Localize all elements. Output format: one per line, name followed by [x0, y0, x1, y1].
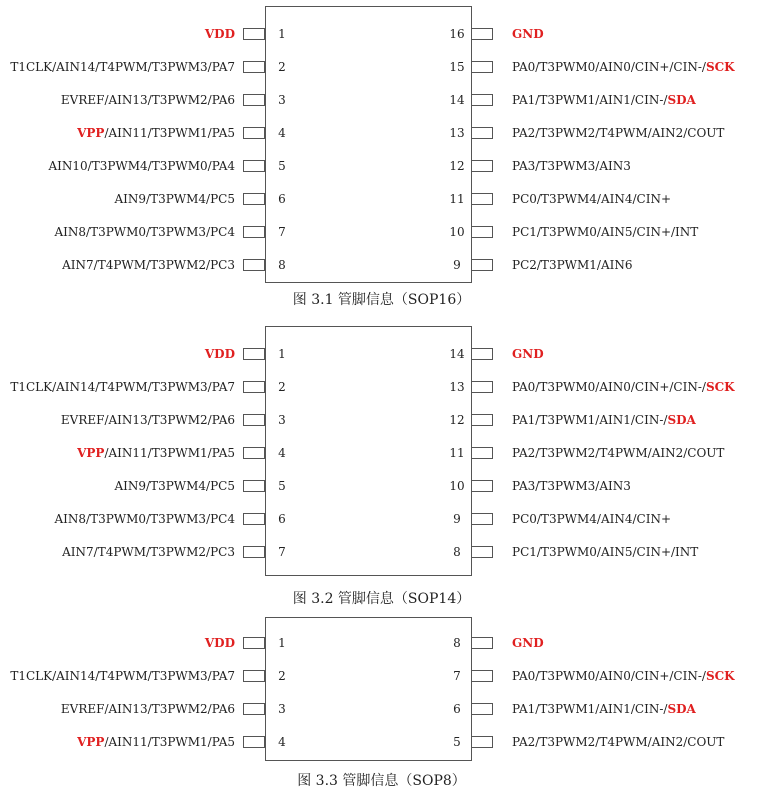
- pin-number: 14: [449, 347, 465, 361]
- pin-lead: [471, 193, 493, 205]
- pin-function-label: [115, 193, 236, 205]
- pin-highlight-text: VDD: [204, 636, 235, 650]
- pin-function-label: [512, 127, 724, 139]
- pin-number: 9: [453, 512, 461, 526]
- pin-function-label: [115, 480, 236, 492]
- pin-lead: [243, 259, 265, 271]
- pin-function-label: [77, 127, 235, 139]
- pin-text: EVREF/AIN13/T3PWM2/PA6: [60, 93, 235, 107]
- pin-highlight-text: SDA: [667, 702, 696, 716]
- figure-caption: 图 3.3 管脚信息（SOP8）: [297, 773, 466, 789]
- pin-lead: [471, 259, 493, 271]
- pin-function-label: [512, 480, 631, 492]
- pin-function-label: [55, 226, 236, 238]
- pin-function-label: [62, 259, 235, 271]
- pin-text: AIN10/T3PWM4/T3PWM0/PA4: [48, 159, 235, 173]
- pin-number: 3: [278, 702, 286, 716]
- pin-lead: [471, 670, 493, 682]
- pin-lead: [471, 480, 493, 492]
- pin-lead: [471, 94, 493, 106]
- pin-function-label: [77, 736, 235, 748]
- pin-number: 1: [278, 636, 286, 650]
- pin-number: 4: [278, 735, 286, 749]
- pin-highlight-text: SDA: [667, 413, 696, 427]
- pin-number: 13: [449, 126, 465, 140]
- pin-lead: [471, 447, 493, 459]
- pin-lead: [243, 94, 265, 106]
- pin-text: PA3/T3PWM3/AIN3: [512, 479, 631, 493]
- pin-number: 9: [453, 258, 461, 272]
- pin-number: 7: [453, 669, 461, 683]
- pin-lead: [471, 513, 493, 525]
- pin-highlight-text: VPP: [77, 446, 105, 460]
- pin-highlight-text: VPP: [77, 735, 105, 749]
- pin-lead: [243, 381, 265, 393]
- pin-lead: [243, 160, 265, 172]
- pin-lead: [471, 348, 493, 360]
- pin-text: AIN8/T3PWM0/T3PWM3/PC4: [54, 512, 235, 526]
- pin-lead: [471, 127, 493, 139]
- pin-number: 1: [278, 27, 286, 41]
- pin-function-label: [77, 447, 235, 459]
- figure-caption: 图 3.2 管脚信息（SOP14）: [292, 591, 471, 607]
- pin-function-label: [10, 381, 235, 393]
- pin-lead: [243, 637, 265, 649]
- pin-text: AIN9/T3PWM4/PC5: [114, 479, 235, 493]
- pin-number: 6: [453, 702, 461, 716]
- pin-number: 7: [278, 225, 286, 239]
- pin-text: PA2/T3PWM2/T4PWM/AIN2/COUT: [512, 126, 725, 140]
- pin-lead: [243, 348, 265, 360]
- pin-function-label: [512, 193, 671, 205]
- pin-function-label: [48, 160, 235, 172]
- pin-highlight-text: GND: [512, 27, 544, 41]
- pin-number: 16: [449, 27, 465, 41]
- pin-lead: [471, 61, 493, 73]
- pin-text: AIN7/T4PWM/T3PWM2/PC3: [62, 545, 235, 559]
- pin-lead: [243, 193, 265, 205]
- pin-lead: [243, 414, 265, 426]
- pin-lead: [243, 703, 265, 715]
- pin-number: 2: [278, 669, 286, 683]
- pin-text: /AIN11/T3PWM1/PA5: [104, 446, 235, 460]
- pin-text: /AIN11/T3PWM1/PA5: [104, 735, 235, 749]
- pin-function-label: [512, 160, 631, 172]
- pin-number: 14: [449, 93, 465, 107]
- pin-highlight-text: SDA: [667, 93, 696, 107]
- pin-text: PC1/T3PWM0/AIN5/CIN+/INT: [512, 545, 699, 559]
- pin-text: PA0/T3PWM0/AIN0/CIN+/CIN-/: [512, 669, 706, 683]
- pin-function-label: [512, 226, 698, 238]
- pin-lead: [471, 546, 493, 558]
- pin-number: 8: [453, 545, 461, 559]
- pin-function-label: [55, 513, 236, 525]
- pin-number: 15: [449, 60, 465, 74]
- pin-number: 3: [278, 413, 286, 427]
- pin-highlight-text: GND: [512, 636, 544, 650]
- pin-lead: [243, 546, 265, 558]
- pin-text: PA0/T3PWM0/AIN0/CIN+/CIN-/: [512, 380, 706, 394]
- pin-text: PA0/T3PWM0/AIN0/CIN+/CIN-/: [512, 60, 706, 74]
- pin-function-label: [512, 513, 671, 525]
- pin-function-label: [512, 736, 724, 748]
- pin-lead: [471, 703, 493, 715]
- pin-text: PA3/T3PWM3/AIN3: [512, 159, 631, 173]
- pin-number: 4: [278, 446, 286, 460]
- pin-text: PC0/T3PWM4/AIN4/CIN+: [512, 512, 672, 526]
- pin-function-label: [205, 28, 235, 40]
- pin-lead: [471, 226, 493, 238]
- pin-number: 11: [449, 446, 465, 460]
- pin-text: AIN9/T3PWM4/PC5: [114, 192, 235, 206]
- pin-number: 4: [278, 126, 286, 140]
- pin-text: PC2/T3PWM1/AIN6: [512, 258, 633, 272]
- pin-lead: [243, 513, 265, 525]
- pin-text: PA2/T3PWM2/T4PWM/AIN2/COUT: [512, 735, 725, 749]
- pin-function-label: [512, 637, 544, 649]
- pin-function-label: [62, 546, 235, 558]
- pin-function-label: [512, 94, 696, 106]
- pin-text: PA2/T3PWM2/T4PWM/AIN2/COUT: [512, 446, 725, 460]
- pin-number: 2: [278, 380, 286, 394]
- pin-highlight-text: VDD: [204, 347, 235, 361]
- pin-function-label: [512, 61, 735, 73]
- pin-number: 7: [278, 545, 286, 559]
- pin-number: 10: [449, 225, 465, 239]
- pin-text: /AIN11/T3PWM1/PA5: [104, 126, 235, 140]
- pin-highlight-text: SCK: [705, 60, 735, 74]
- pin-function-label: [61, 94, 235, 106]
- pin-text: EVREF/AIN13/T3PWM2/PA6: [60, 702, 235, 716]
- figure-caption: 图 3.1 管脚信息（SOP16）: [292, 292, 471, 308]
- pin-function-label: [512, 28, 544, 40]
- pin-function-label: [512, 546, 698, 558]
- pin-function-label: [61, 414, 235, 426]
- chip-package-outline: [265, 326, 472, 576]
- pin-lead: [471, 637, 493, 649]
- pin-number: 13: [449, 380, 465, 394]
- pin-lead: [243, 480, 265, 492]
- pin-function-label: [61, 703, 235, 715]
- pin-lead: [243, 61, 265, 73]
- pin-lead: [243, 28, 265, 40]
- pin-function-label: [512, 259, 633, 271]
- pin-function-label: [205, 637, 235, 649]
- pin-number: 8: [453, 636, 461, 650]
- pin-lead: [471, 414, 493, 426]
- pin-text: T1CLK/AIN14/T4PWM/T3PWM3/PA7: [10, 669, 235, 683]
- pin-function-label: [512, 348, 544, 360]
- pin-lead: [243, 226, 265, 238]
- pin-lead: [471, 28, 493, 40]
- pin-text: PA1/T3PWM1/AIN1/CIN-/: [512, 702, 668, 716]
- pin-function-label: [10, 61, 235, 73]
- pin-number: 2: [278, 60, 286, 74]
- pin-lead: [243, 736, 265, 748]
- pin-lead: [243, 127, 265, 139]
- pin-number: 6: [278, 192, 286, 206]
- pin-lead: [471, 160, 493, 172]
- pin-text: AIN7/T4PWM/T3PWM2/PC3: [62, 258, 235, 272]
- pin-highlight-text: VPP: [77, 126, 105, 140]
- pin-number: 8: [278, 258, 286, 272]
- pin-function-label: [10, 670, 235, 682]
- pin-function-label: [512, 381, 735, 393]
- pin-number: 5: [453, 735, 461, 749]
- pin-lead: [243, 670, 265, 682]
- pin-text: EVREF/AIN13/T3PWM2/PA6: [60, 413, 235, 427]
- pin-number: 3: [278, 93, 286, 107]
- pin-number: 12: [449, 413, 465, 427]
- pin-function-label: [512, 447, 724, 459]
- pin-number: 12: [449, 159, 465, 173]
- pin-number: 5: [278, 479, 286, 493]
- pin-text: PA1/T3PWM1/AIN1/CIN-/: [512, 413, 668, 427]
- pin-function-label: [512, 670, 735, 682]
- pin-text: PC0/T3PWM4/AIN4/CIN+: [512, 192, 672, 206]
- pin-text: T1CLK/AIN14/T4PWM/T3PWM3/PA7: [10, 380, 235, 394]
- pin-number: 6: [278, 512, 286, 526]
- pin-lead: [243, 447, 265, 459]
- pin-lead: [471, 736, 493, 748]
- chip-package-outline: [265, 6, 472, 283]
- pin-highlight-text: VDD: [204, 27, 235, 41]
- pin-number: 11: [449, 192, 465, 206]
- pin-function-label: [512, 414, 696, 426]
- pin-highlight-text: SCK: [705, 669, 735, 683]
- pin-number: 10: [449, 479, 465, 493]
- pin-highlight-text: SCK: [705, 380, 735, 394]
- pin-text: T1CLK/AIN14/T4PWM/T3PWM3/PA7: [10, 60, 235, 74]
- pin-function-label: [205, 348, 235, 360]
- pin-lead: [471, 381, 493, 393]
- pin-text: AIN8/T3PWM0/T3PWM3/PC4: [54, 225, 235, 239]
- pin-number: 5: [278, 159, 286, 173]
- pin-text: PC1/T3PWM0/AIN5/CIN+/INT: [512, 225, 699, 239]
- pin-number: 1: [278, 347, 286, 361]
- chip-package-outline: [265, 617, 472, 761]
- pin-function-label: [512, 703, 696, 715]
- pin-text: PA1/T3PWM1/AIN1/CIN-/: [512, 93, 668, 107]
- pin-highlight-text: GND: [512, 347, 544, 361]
